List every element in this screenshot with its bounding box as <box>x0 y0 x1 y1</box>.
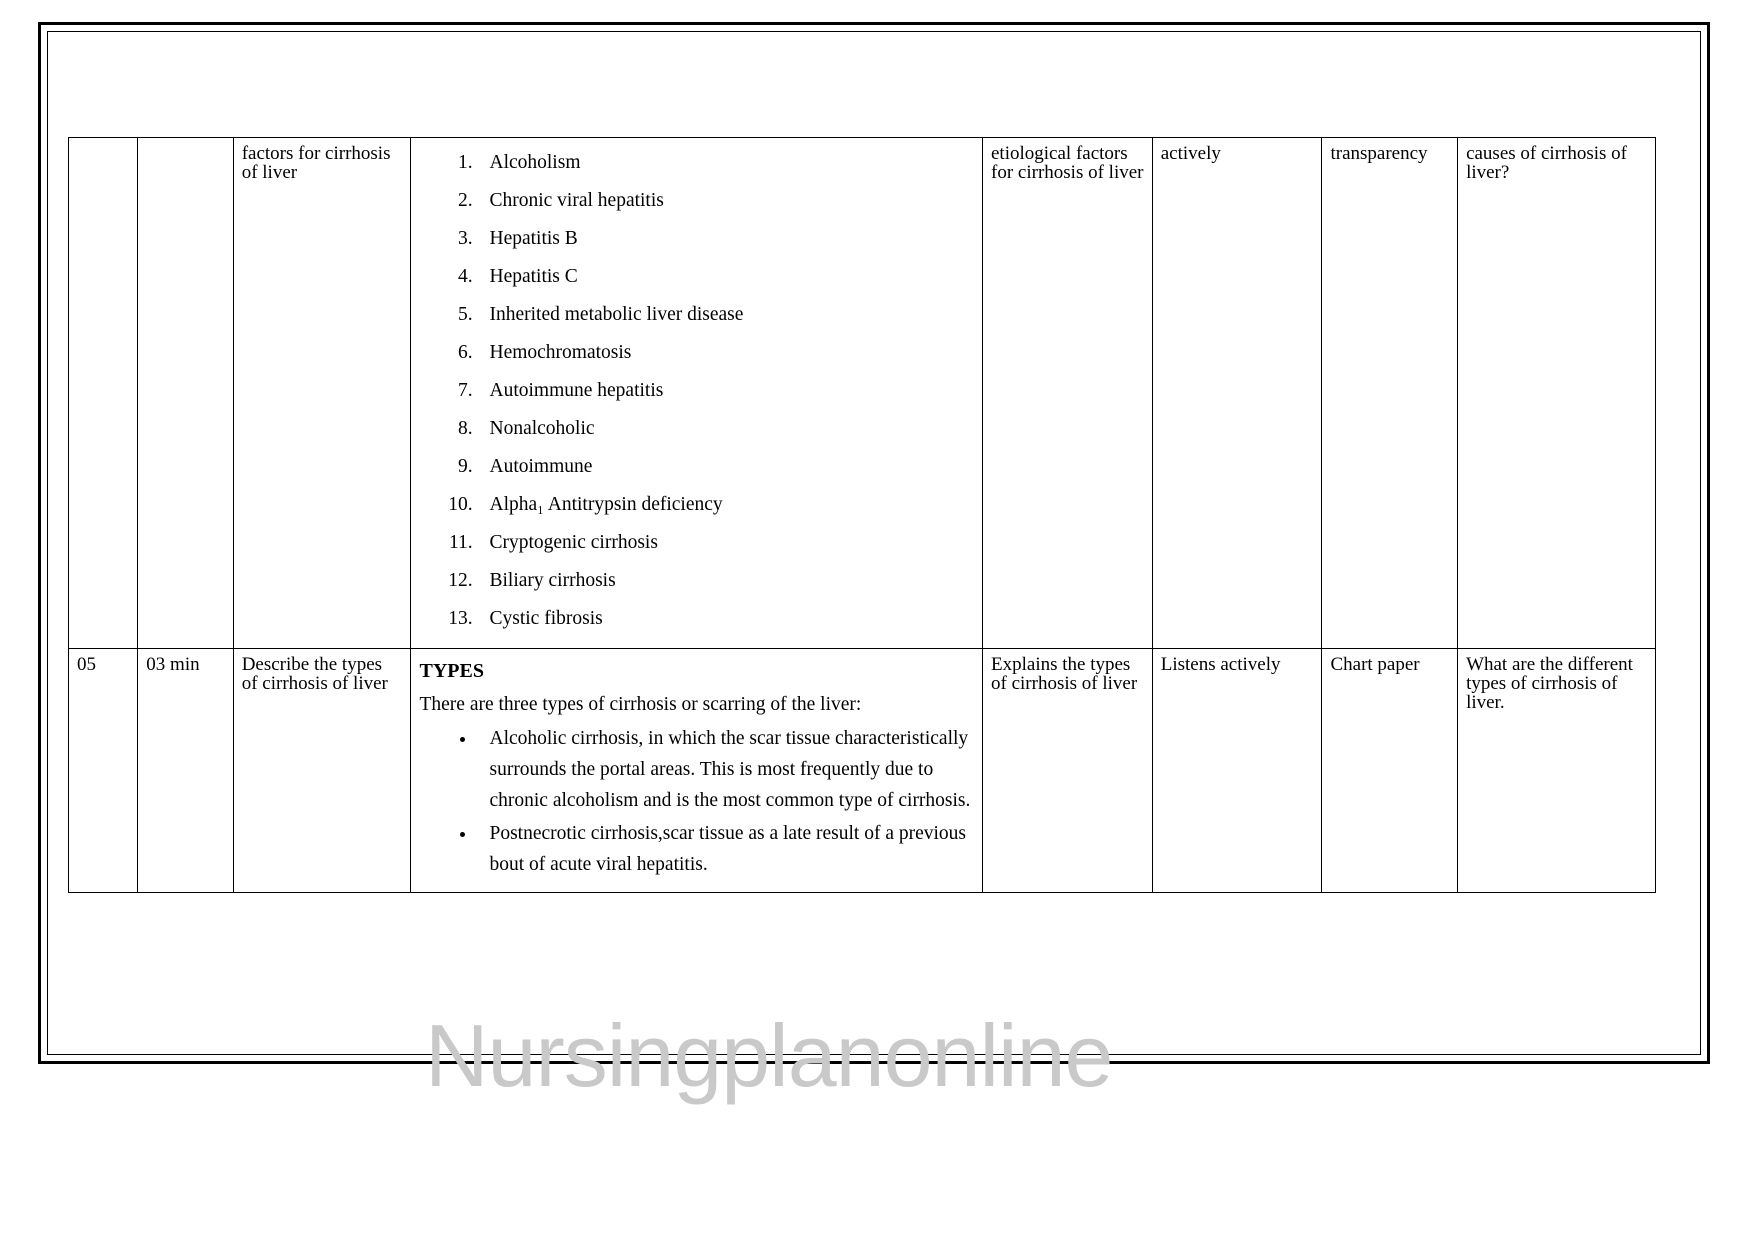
cell-evaluation: causes of cirrhosis of liver? <box>1458 138 1656 649</box>
list-item: 11. Cryptogenic cirrhosis <box>477 524 974 562</box>
list-item: 13. Cystic fibrosis <box>477 600 974 638</box>
lesson-plan-table <box>68 137 1656 893</box>
cell-av-aids: transparency <box>1322 138 1458 649</box>
content-heading: TYPES <box>419 660 484 683</box>
content-intro: There are three types of cirrhosis or scarring of the liver: <box>419 694 862 716</box>
list-item: 2. Chronic viral hepatitis <box>477 182 974 220</box>
cell-time: 03 min <box>138 649 233 893</box>
cell-content <box>411 649 983 893</box>
content-bullet-list <box>419 724 974 880</box>
list-item: • Postnecrotic cirrhosis,scar tissue as a late result of a previous bout of acute viral hepatitis. <box>477 819 974 881</box>
cell-teacher-activity: etiological factors for cirrhosis of liver <box>983 138 1153 649</box>
cell-objective: Describe the types of cirrhosis of liver <box>233 649 411 893</box>
cell-learner-activity: Listens actively <box>1152 649 1322 893</box>
list-item: 10. Alpha₁ Antitrypsin deficiency <box>477 486 974 524</box>
cell-av-aids: Chart paper <box>1322 649 1458 893</box>
list-item: 9. Autoimmune <box>477 448 974 486</box>
list-item: 5. Inherited metabolic liver disease <box>477 296 974 334</box>
list-item: 8. Nonalcoholic <box>477 410 974 448</box>
page-border-inner <box>47 31 1701 1055</box>
cell-teacher-activity: Explains the types of cirrhosis of liver <box>983 649 1153 893</box>
cell-objective: factors for cirrhosis of liver <box>233 138 411 649</box>
list-item: 7. Autoimmune hepatitis <box>477 372 974 410</box>
content-numbered-list <box>419 144 974 638</box>
list-item: 1. Alcoholism <box>477 144 974 182</box>
list-item: 12. Biliary cirrhosis <box>477 562 974 600</box>
page-border-outer <box>38 22 1710 1064</box>
cell-evaluation: What are the different types of cirrhosis of liver. <box>1458 649 1656 893</box>
table-row <box>69 138 1656 649</box>
list-item: 6. Hemochromatosis <box>477 334 974 372</box>
watermark: Nursingplanonline <box>425 1006 1113 1105</box>
list-item: 4. Hepatitis C <box>477 258 974 296</box>
cell-time <box>138 138 233 649</box>
cell-serial-number <box>69 138 138 649</box>
list-item: 3. Hepatitis B <box>477 220 974 258</box>
cell-content <box>411 138 983 649</box>
cell-serial-number: 05 <box>69 649 138 893</box>
cell-learner-activity: actively <box>1152 138 1322 649</box>
list-item: • Alcoholic cirrhosis, in which the scar tissue characteristically surrounds the portal areas. This is most frequently due to chronic alcoholism and is the most common type of cirrhosis. <box>477 724 974 816</box>
table-row <box>69 649 1656 893</box>
